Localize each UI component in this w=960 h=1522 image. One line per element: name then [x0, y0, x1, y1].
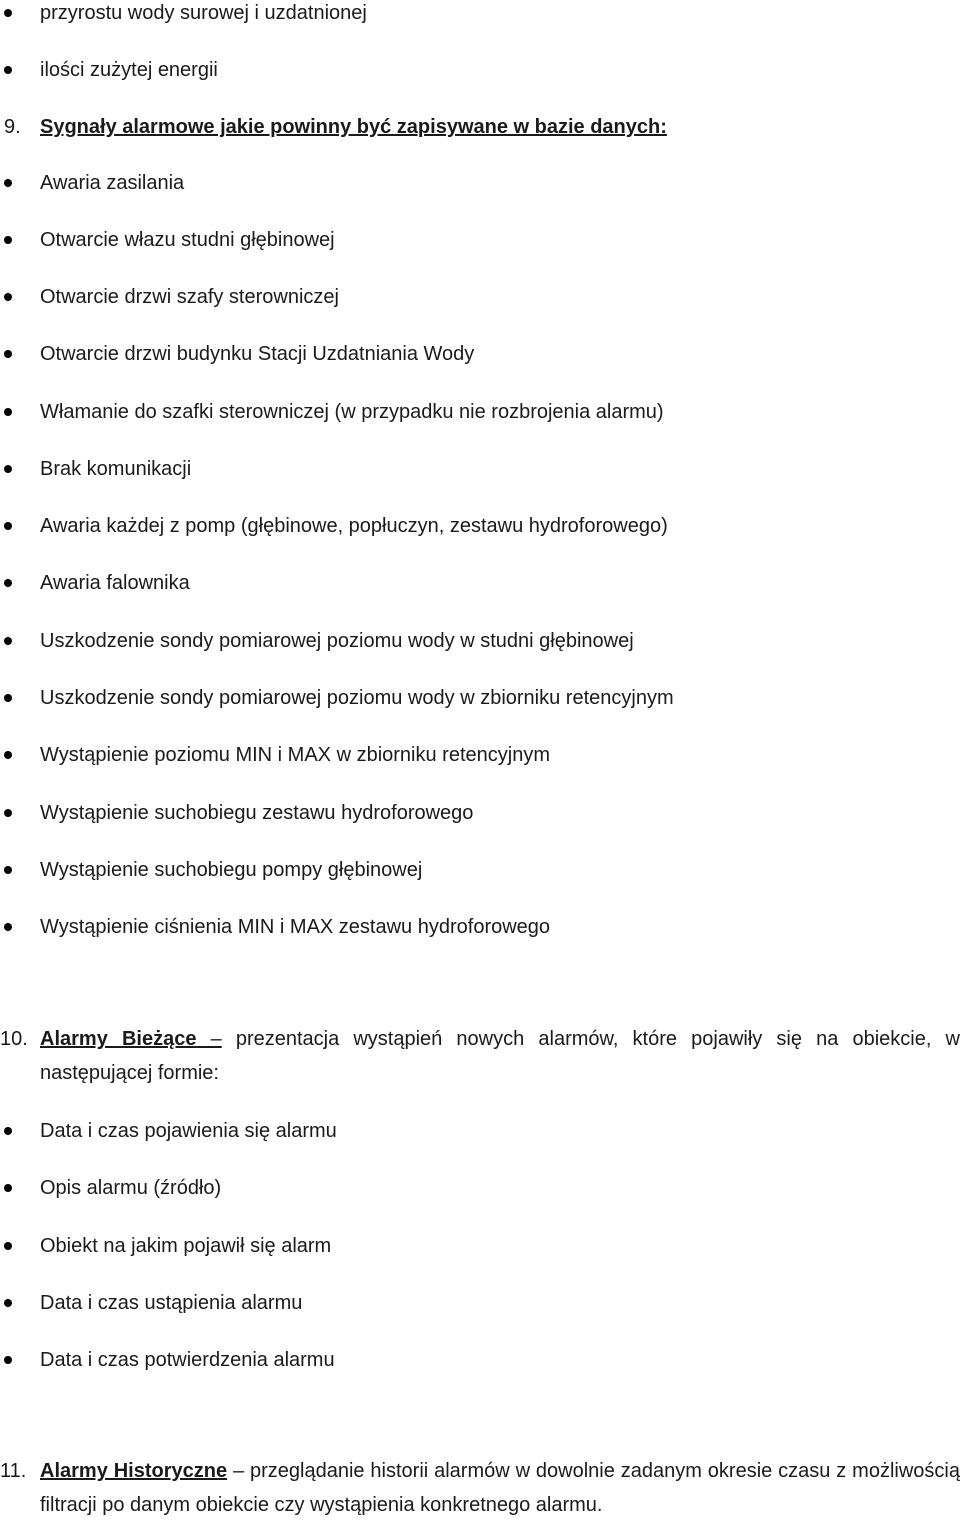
- bullet-icon: [4, 579, 12, 587]
- bullet-icon: [4, 809, 12, 817]
- bullet-icon: [4, 66, 12, 74]
- section-text: prezentacja wystąpień nowych alarmów, które pojawiły się na obiekcie, w następującej formie:: [40, 1028, 960, 1084]
- section-number: 11.: [0, 1460, 27, 1482]
- section-paragraph: [40, 1454, 960, 1522]
- bullet-icon: [4, 522, 12, 530]
- list-item: Opis alarmu (źródło): [40, 1177, 222, 1199]
- list-item: Awaria każdej z pomp (głębinowe, popłuczyn, zestawu hydroforowego): [40, 515, 668, 537]
- title-separator: –: [196, 1028, 222, 1050]
- section-number: 9.: [4, 116, 21, 138]
- list-item: Wystąpienie ciśnienia MIN i MAX zestawu hydroforowego: [40, 916, 551, 938]
- bullet-icon: [4, 923, 12, 931]
- bullet-icon: [4, 465, 12, 473]
- list-item: Wystąpienie poziomu MIN i MAX w zbiorniku retencyjnym: [40, 744, 550, 766]
- list-item: Włamanie do szafki sterowniczej (w przypadku nie rozbrojenia alarmu): [40, 401, 664, 423]
- bullet-icon: [4, 637, 12, 645]
- list-item: Uszkodzenie sondy pomiarowej poziomu wody w studni głębinowej: [40, 630, 634, 652]
- bullet-icon: [4, 751, 12, 759]
- list-item: Data i czas ustąpienia alarmu: [40, 1292, 303, 1314]
- section-paragraph: [40, 1022, 960, 1090]
- bullet-icon: [4, 1242, 12, 1250]
- bullet-icon: [4, 236, 12, 244]
- list-item: Uszkodzenie sondy pomiarowej poziomu wody w zbiorniku retencyjnym: [40, 687, 674, 709]
- bullet-icon: [4, 1127, 12, 1135]
- bullet-icon: [4, 866, 12, 874]
- bullet-icon: [4, 694, 12, 702]
- list-item: Wystąpienie suchobiegu pompy głębinowej: [40, 859, 423, 881]
- section-text: – przeglądanie historii alarmów w dowolnie zadanym okresie czasu z możliwością filtracji po danym obiekcie czy wystąpienia konkretnego alarmu.: [40, 1460, 960, 1516]
- section-title: Alarmy Historyczne: [40, 1460, 228, 1482]
- bullet-icon: [4, 350, 12, 358]
- bullet-icon: [4, 9, 12, 17]
- list-item: Wystąpienie suchobiegu zestawu hydroforowego: [40, 802, 474, 824]
- list-item: przyrostu wody surowej i uzdatnionej: [40, 2, 367, 24]
- section-number: 10.: [0, 1028, 28, 1050]
- list-item: Otwarcie włazu studni głębinowej: [40, 229, 335, 251]
- list-item: Brak komunikacji: [40, 458, 192, 480]
- bullet-icon: [4, 179, 12, 187]
- bullet-icon: [4, 293, 12, 301]
- bullet-icon: [4, 1356, 12, 1364]
- section-heading: Sygnały alarmowe jakie powinny być zapisywane w bazie danych:: [40, 116, 667, 138]
- list-item: ilości zużytej energii: [40, 59, 218, 81]
- list-item: Awaria falownika: [40, 572, 190, 594]
- list-item: Data i czas potwierdzenia alarmu: [40, 1349, 335, 1371]
- list-item: Data i czas pojawienia się alarmu: [40, 1120, 337, 1142]
- bullet-icon: [4, 1184, 12, 1192]
- list-item: Otwarcie drzwi budynku Stacji Uzdatniania Wody: [40, 343, 475, 365]
- bullet-icon: [4, 1299, 12, 1307]
- list-item: Obiekt na jakim pojawił się alarm: [40, 1235, 332, 1257]
- list-item: Otwarcie drzwi szafy sterowniczej: [40, 286, 339, 308]
- bullet-icon: [4, 408, 12, 416]
- section-title: Alarmy Bieżące: [40, 1028, 197, 1050]
- list-item: Awaria zasilania: [40, 172, 185, 194]
